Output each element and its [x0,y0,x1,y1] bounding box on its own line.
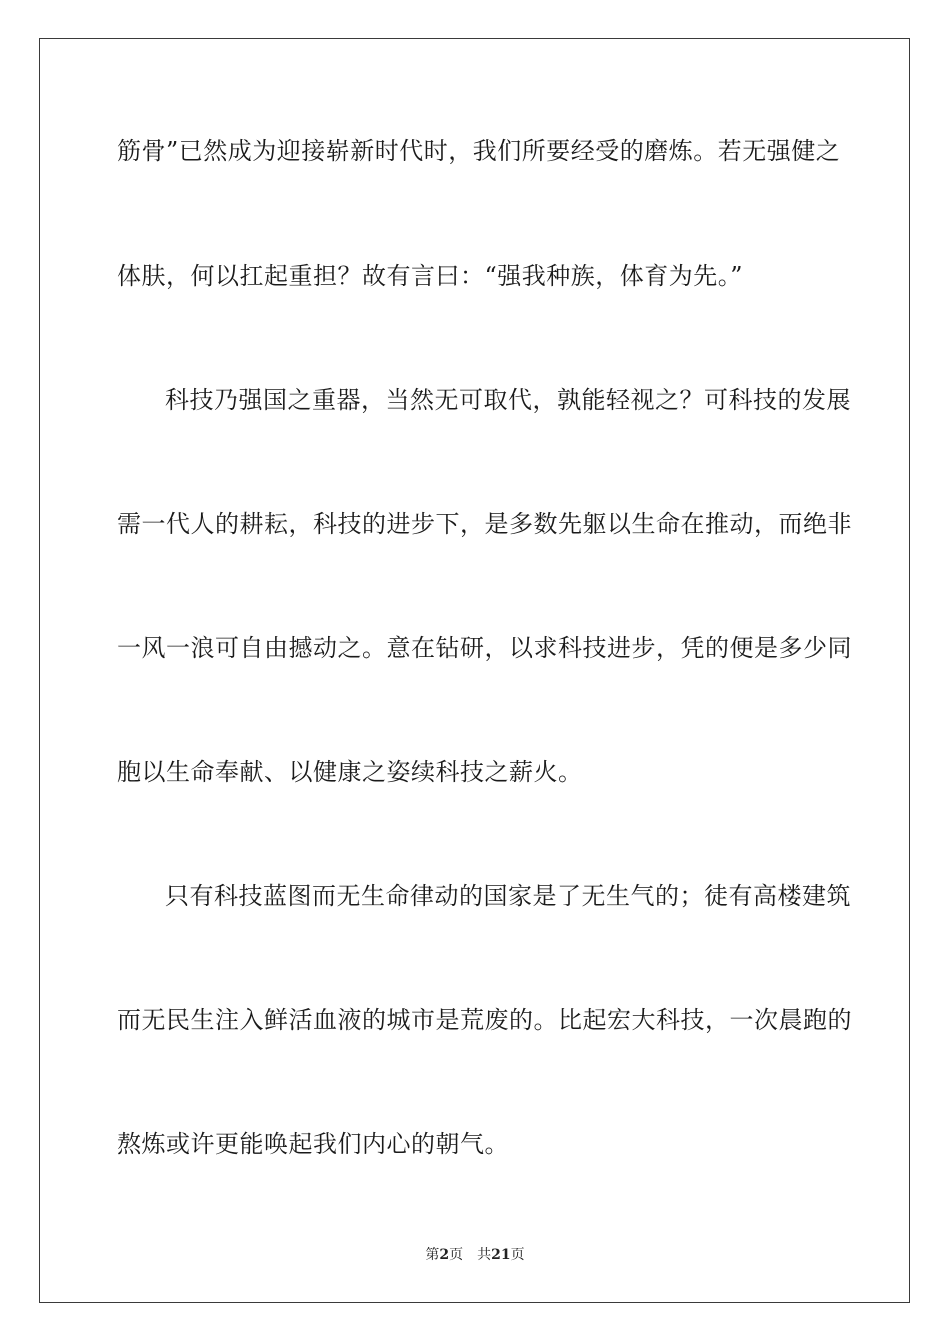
total-pages: 21 [491,1247,511,1263]
total-prefix: 共 [477,1247,492,1263]
text-line: 胞以生命奉献、以健康之姿续科技之薪火。 [117,758,583,786]
text-line: 只有科技蓝图而无生命律动的国家是了无生气的；徒有高楼建筑 [165,882,851,910]
text-line: 体肤，何以扛起重担？故有言曰：“强我种族，体育为先。” [117,262,744,290]
text-line: 而无民生注入鲜活血液的城市是荒废的。比起宏大科技，一次晨跑的 [117,1006,852,1034]
page-footer [0,1245,950,1265]
page-border [39,38,910,1303]
page-prefix: 第 [425,1247,440,1263]
total-suffix: 页 [510,1247,525,1263]
text-line: 筋骨”已然成为迎接崭新时代时，我们所要经受的磨炼。若无强健之 [117,137,841,165]
page-number: 2 [439,1247,450,1263]
text-line: 科技乃强国之重器，当然无可取代，孰能轻视之？可科技的发展 [165,386,851,414]
text-line: 需一代人的耕耘，科技的进步下，是多数先躯以生命在推动，而绝非 [117,510,852,538]
text-line: 熬炼或许更能唤起我们内心的朝气。 [117,1130,509,1158]
page-suffix: 页 [449,1247,464,1263]
text-line: 一风一浪可自由撼动之。意在钻研，以求科技进步，凭的便是多少同 [117,634,852,662]
